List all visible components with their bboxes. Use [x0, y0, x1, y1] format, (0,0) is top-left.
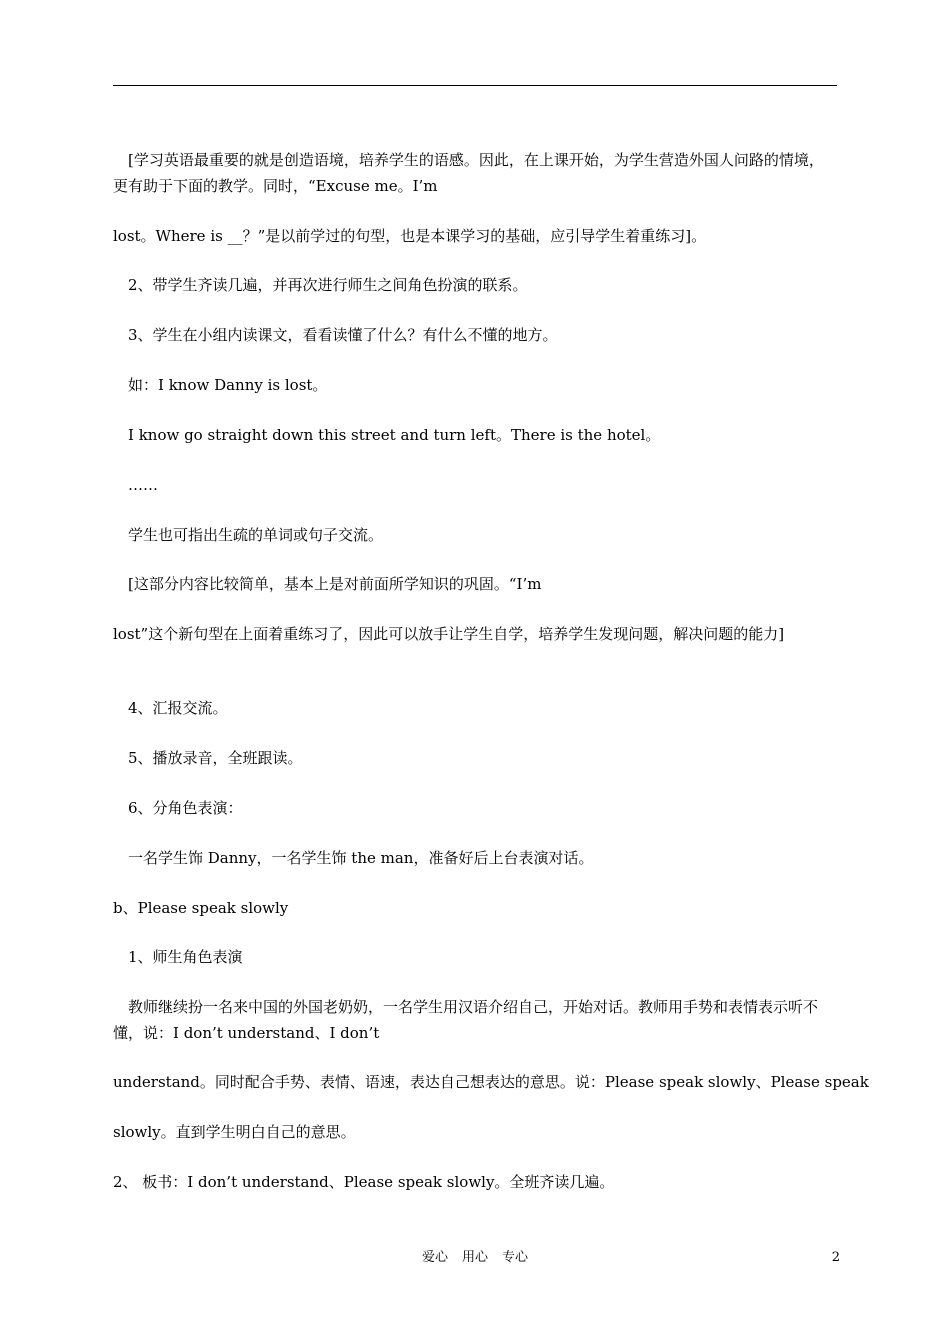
page-number: 2 — [831, 1250, 840, 1265]
paragraph-context-note: [学习英语最重要的就是创造语境，培养学生的语感。因此，在上课开始，为学生营造外国人问路的情境，更有助于下面的教学。同时，“Excuse me。I’m — [113, 151, 824, 195]
paragraph-ellipsis: …… — [113, 476, 159, 494]
paragraph-step-5: 5、播放录音，全班跟读。 — [113, 749, 303, 767]
paragraph-step-3: 3、学生在小组内读课文，看看读懂了什么？有什么不懂的地方。 — [113, 326, 558, 344]
header-rule — [113, 85, 837, 86]
paragraph-example: 如：I know Danny is lost。 — [113, 376, 328, 394]
paragraph-step-b1: 1、师生角色表演 — [113, 948, 243, 966]
paragraph-teacher-role-end: slowly。直到学生明白自己的意思。 — [113, 1123, 356, 1141]
paragraph-teacher-role-cont: understand。同时配合手势、表情、语速，表达自己想表达的意思。说：Please speak slowly、Please speak — [113, 1073, 869, 1091]
footer-word: 用心 — [461, 1250, 488, 1265]
paragraph-step-b2: 2、 板书：I don’t understand、Please speak slowly。全班齐读几遍。 — [113, 1173, 615, 1191]
paragraph-step-2: 2、带学生齐读几遍，并再次进行师生之间角色扮演的联系。 — [113, 276, 528, 294]
paragraph-teacher-role: 教师继续扮一名来中国的外国老奶奶，一名学生用汉语介绍自己，开始对话。教师用手势和表情表示听不懂，说：I don’t understand、I don’t — [113, 998, 819, 1042]
paragraph-simple-note-cont: lost”这个新句型在上面着重练习了，因此可以放手让学生自学，培养学生发现问题，解决问题的能力] — [113, 625, 785, 643]
paragraph-student-exchange: 学生也可指出生疏的单词或句子交流。 — [113, 526, 384, 544]
footer-motto — [0, 1248, 950, 1268]
paragraph-simple-note: [这部分内容比较简单，基本上是对前面所学知识的巩固。“I’m — [113, 575, 542, 593]
paragraph-step-4: 4、汇报交流。 — [113, 699, 228, 717]
paragraph-example-2: I know go straight down this street and turn left。There is the hotel。 — [113, 426, 661, 444]
footer-word: 爱心 — [421, 1250, 448, 1265]
section-heading-b: b、Please speak slowly — [113, 899, 289, 917]
paragraph-context-note-cont: lost。Where is __？”是以前学过的句型，也是本课学习的基础，应引导学生着重练习]。 — [113, 227, 707, 245]
paragraph-role-play: 一名学生饰 Danny，一名学生饰 the man，准备好后上台表演对话。 — [113, 849, 594, 867]
paragraph-step-6: 6、分角色表演： — [113, 799, 243, 817]
footer-word: 专心 — [502, 1250, 529, 1265]
